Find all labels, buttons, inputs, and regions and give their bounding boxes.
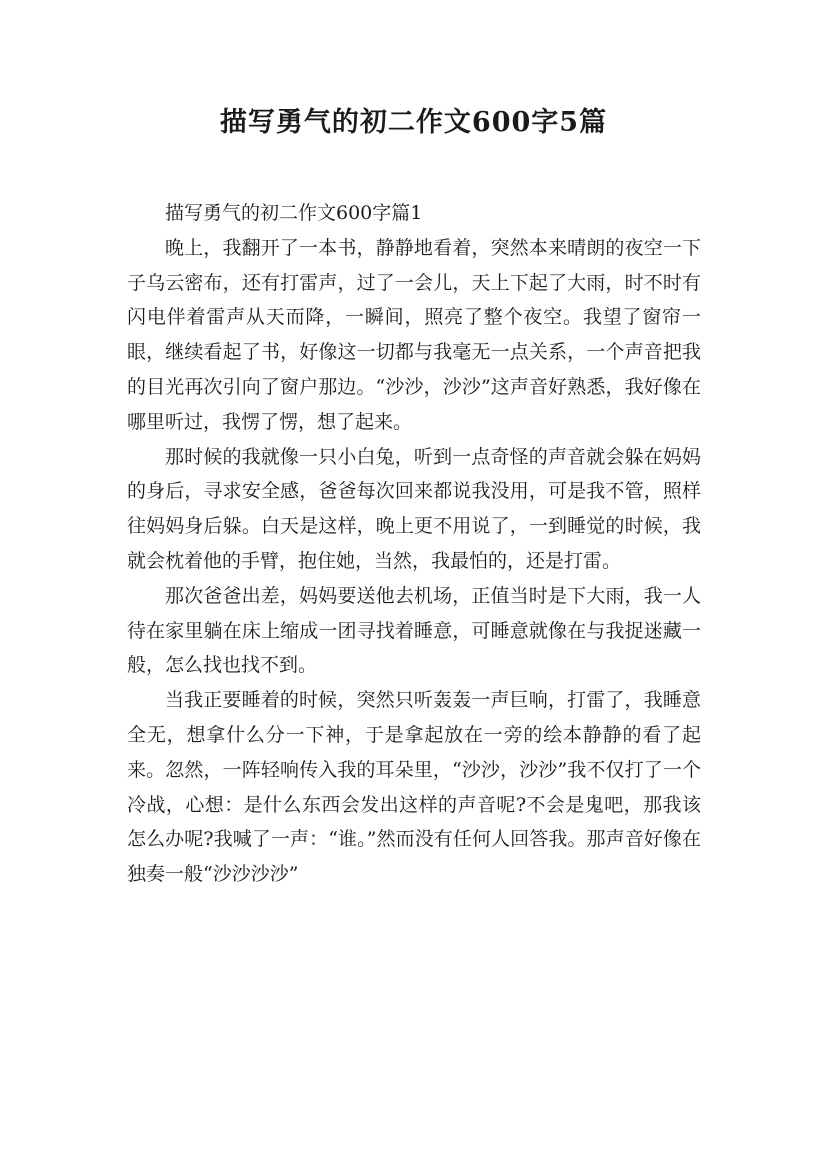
paragraph: 那时候的我就像一只小白兔，听到一点奇怪的声音就会躲在妈妈的身后，寻求安全感，爸爸每次回来都说我没用，可是我不管，照样往妈妈身后躲。白天是这样，晚上更不用说了，一到睡觉的时候，我就会枕着他的手臂，抱住她，当然，我最怕的，还是打雷。 [127,445,701,572]
paragraph: 当我正要睡着的时候，突然只听轰轰一声巨响，打雷了，我睡意全无，想拿什么分一下神，于是拿起放在一旁的绘本静静的看了起来。忽然，一阵轻响传入我的耳朵里，“沙沙，沙沙”我不仅打了一个冷战，心想：是什么东西会发出这样的声音呢?不会是鬼吧，那我该怎么办呢?我喊了一声：“谁。”然而没有任何人回答我。那声音好像在独奏一般“沙沙沙沙” [127,689,701,886]
essay-subheading: 描写勇气的初二作文600字篇1 [165,202,423,224]
paragraph: 晚上，我翻开了一本书，静静地看着，突然本来晴朗的夜空一下子乌云密布，还有打雷声，过了一会儿，天上下起了大雨，时不时有闪电伴着雷声从天而降，一瞬间，照亮了整个夜空。我望了窗帘一眼，继续看起了书，好像这一切都与我毫无一点关系，一个声音把我的目光再次引向了窗户那边。“沙沙，沙沙”这声音好熟悉，我好像在哪里听过，我愣了愣，想了起来。 [127,236,701,433]
paragraph: 那次爸爸出差，妈妈要送他去机场，正值当时是下大雨，我一人待在家里躺在床上缩成一团寻找着睡意，可睡意就像在与我捉迷藏一般，怎么找也找不到。 [127,584,701,677]
document-body [127,196,701,892]
document-title: 描写勇气的初二作文600字5篇 [219,107,608,138]
